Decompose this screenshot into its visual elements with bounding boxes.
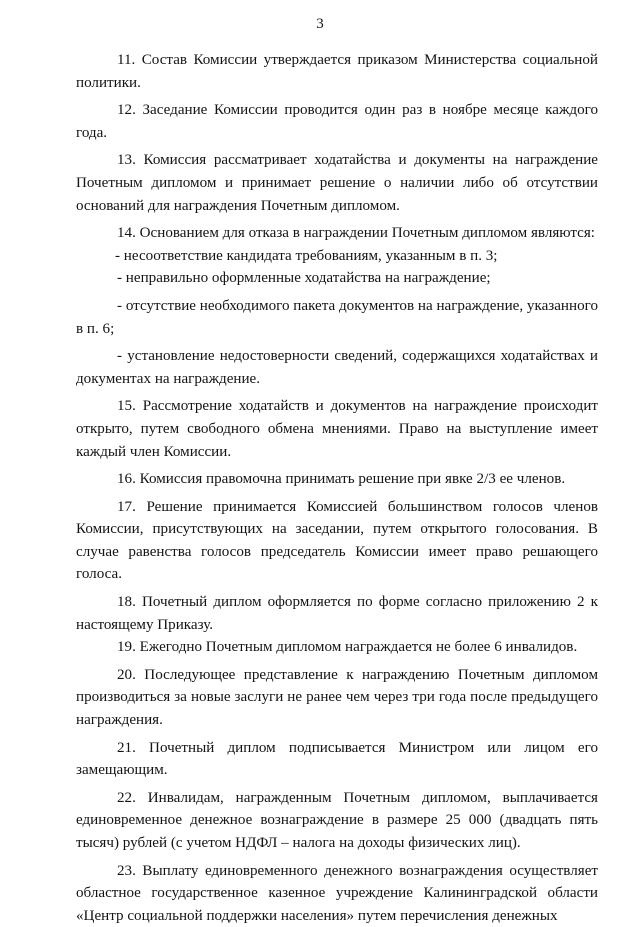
paragraph-15: 15. Рассмотрение ходатайств и документов на награждение происходит открыто, путем свободного обмена мнениями. Право на выступление имеет каждый член Комиссии. (76, 398, 598, 460)
paragraph-14: 14. Основанием для отказа в награждении Почетным дипломом являются: (117, 225, 595, 242)
paragraph-18: 18. Почетный диплом оформляется по форме согласно приложению 2 к настоящему Приказу. (76, 594, 598, 633)
paragraph-19: 19. Ежегодно Почетным дипломом награждается не более 6 инвалидов. (117, 639, 578, 656)
paragraph-17: 17. Решение принимается Комиссией большинством голосов членов Комиссии, присутствующих на заседании, путем открытого голосования. В случае равенства голосов председатель Комиссии имеет право решающего голоса. (76, 498, 598, 583)
list-item-missing-documents: - отсутствие необходимого пакета документов на награждение, указанного в п. 6; (76, 297, 598, 337)
paragraph-12: 12. Заседание Комиссии проводится один раз в ноябре месяце каждого года. (76, 102, 598, 141)
page-number: 3 (316, 16, 324, 32)
paragraph-20: 20. Последующее представление к награждению Почетным дипломом производиться за новые заслуги не ранее чем через три года после предыдущего награждения. (76, 666, 598, 729)
paragraph-11: 11. Состав Комиссии утверждается приказом Министерства социальной политики. (76, 52, 598, 91)
paragraph-13: 13. Комиссия рассматривает ходатайства и документы на награждение Почетным дипломом и принимает решение о наличии либо об отсутствии оснований для награждения Почетным дипломом. (76, 152, 598, 214)
list-item-requirements: - несоответствие кандидата требованиям, указанным в п. 3; (115, 247, 498, 264)
paragraph-21: 21. Почетный диплом подписывается Министром или лицом его замещающим. (76, 739, 598, 779)
paragraph-22: 22. Инвалидам, награжденным Почетным дипломом, выплачивается единовременное денежное вознаграждение в размере 25 000 (двадцать пять тысяч) рублей (с учетом НДФЛ – налога на доходы физических лиц). (76, 789, 598, 851)
document-body (76, 49, 598, 927)
list-item-incorrect-petitions: - неправильно оформленные ходатайства на награждение; (117, 270, 491, 287)
paragraph-16: 16. Комиссия правомочна принимать решение при явке 2/3 ее членов. (117, 471, 566, 488)
list-item-false-information: - установление недостоверности сведений, содержащихся ходатайствах и документах на награждение. (76, 348, 598, 387)
paragraph-23: 23. Выплату единовременного денежного вознаграждения осуществляет областное государственное казенное учреждение Калининградской области «Центр социальной поддержки населения» путем перечисления денежных (76, 862, 598, 924)
